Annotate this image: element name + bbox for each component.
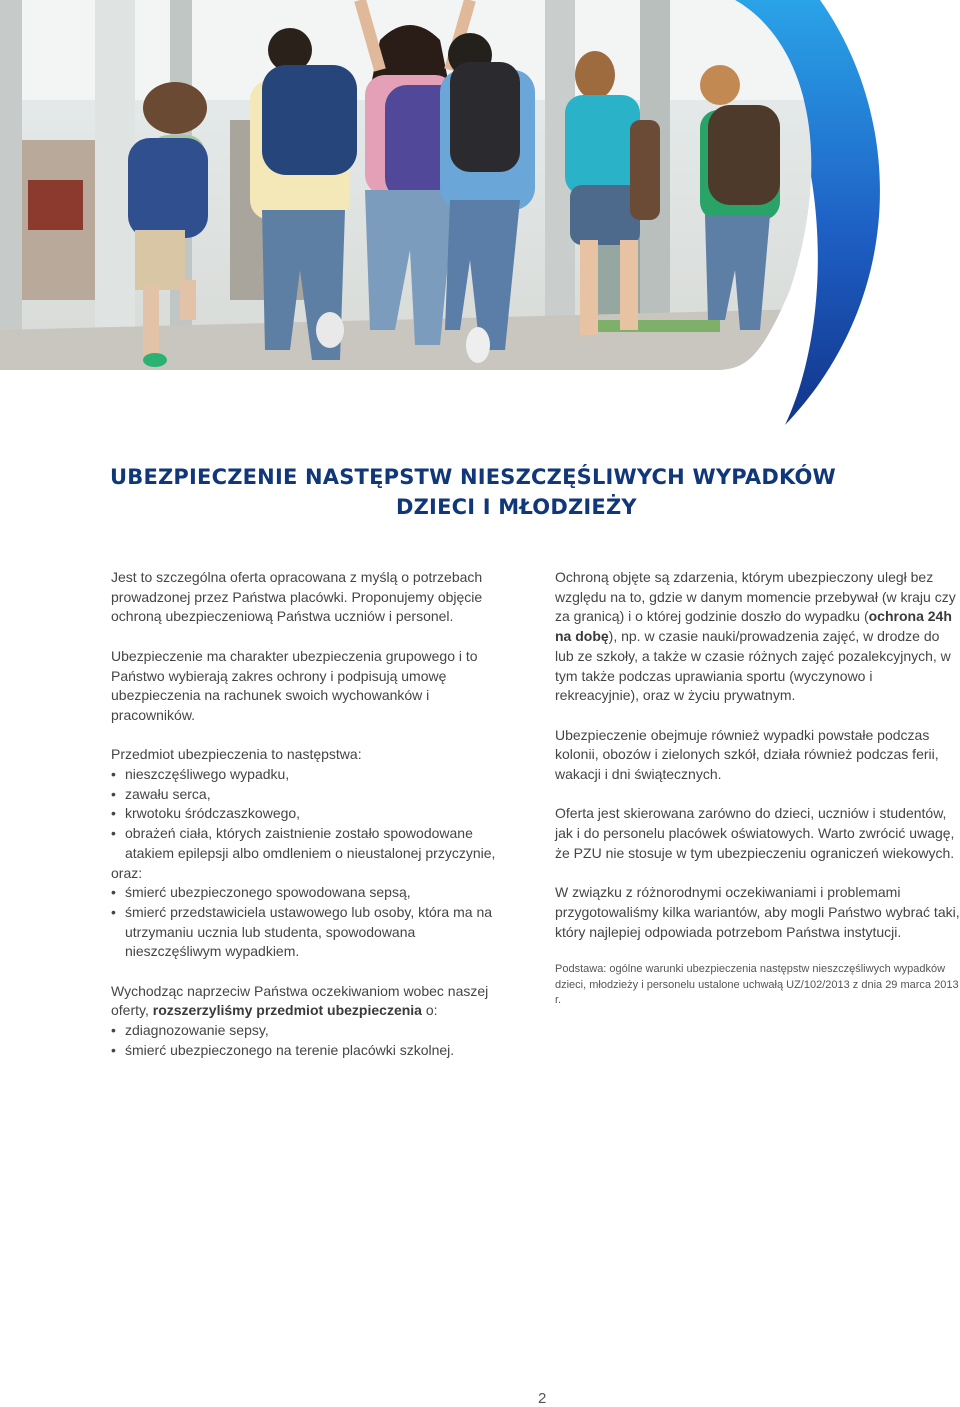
list-item: • zawału serca,: [111, 785, 511, 805]
hero-illustration: [0, 0, 960, 430]
page-title-line1: UBEZPIECZENIE NASTĘPSTW NIESZCZĘŚLIWYCH WYPADKÓW: [110, 465, 836, 489]
list-item: • krwotoku śródczaszkowego,: [111, 804, 511, 824]
variants-paragraph: W związku z różnorodnymi oczekiwaniami i problemami przygotowaliśmy kilka wariantów, aby mogli Państwo wybrać taki, który najlepiej odpowiada potrzebom Państwa instytucji.: [555, 884, 960, 940]
coverage-text-after: ), np. w czasie nauki/prowadzenia zajęć, w drodze do lub ze szkoły, a także w czasie różnych zajęć pozalekcyjnych, w tym także podczas uprawiania sportu (wyczynowo i rekreacyjnie), oraz w życiu prywatnym.: [555, 628, 951, 704]
extension-text-bold: rozszerzyliśmy przedmiot ubezpieczenia: [152, 1002, 422, 1019]
extension-text-after: o:: [421, 1002, 438, 1019]
subject-list: [111, 765, 511, 864]
audience-paragraph: Oferta jest skierowana zarówno do dzieci, uczniów i studentów, jak i do personelu placówek oświatowych. Warto zwrócić uwagę, że PZU nie stosuje w tym ubezpieczeniu ograniczeń wiekowych.: [555, 805, 955, 861]
page-title: [110, 462, 870, 522]
right-column: [555, 568, 960, 1009]
page-title-line2: DZIECI I MŁODZIEŻY: [396, 495, 637, 519]
list-item: • obrażeń ciała, których zaistnienie zostało spowodowane atakiem epilepsji albo omdleniem o nieustalonej przyczynie,: [111, 824, 511, 863]
extension-section: [111, 982, 511, 1061]
additional-list: [111, 883, 511, 962]
camps-paragraph: Ubezpieczenie obejmuje również wypadki powstałe podczas kolonii, obozów i zielonych szkół, działa również podczas ferii, wakacji i dni świątecznych.: [555, 726, 939, 783]
list-item: • śmierć ubezpieczonego spowodowana sepsą,: [111, 883, 511, 903]
coverage-text-bold: ochrona 24h na dobę: [555, 608, 952, 645]
coverage-paragraph: [555, 568, 960, 706]
page-number: 2: [538, 1390, 547, 1407]
extension-text-before: Wychodząc naprzeciw Państwa oczekiwaniom wobec naszej oferty,: [111, 982, 489, 1019]
list-item: • śmierć ubezpieczonego na terenie placówki szkolnej.: [111, 1041, 511, 1061]
group-insurance-paragraph: Ubezpieczenie ma charakter ubezpieczenia grupowego i to Państwo wybierają zakres ochrony i podpisują umowę ubezpieczenia na rachunek swoich wychowanków i pracowników.: [111, 647, 478, 723]
subject-intro: Przedmiot ubezpieczenia to następstwa:: [111, 746, 362, 763]
hero-photo: [0, 0, 960, 430]
list-item: • śmierć przedstawiciela ustawowego lub osoby, która ma na utrzymaniu ucznia lub studenta, spowodowana nieszczęśliwym wypadkiem.: [111, 903, 511, 962]
legal-footnote: Podstawa: ogólne warunki ubezpieczenia następstw nieszczęśliwych wypadków dzieci, młodzieży i personelu ustalone uchwałą UZ/102/2013 z dnia 29 marca 2013 r.: [555, 963, 959, 1007]
subject-section: [111, 745, 511, 962]
list-item: • nieszczęśliwego wypadku,: [111, 765, 511, 785]
coverage-text-before: Ochroną objęte są zdarzenia, którym ubezpieczony uległ bez względu na to, gdzie w danym momencie przebywał (w kraju czy za granicą) i o której godzinie doszło do wypadku (: [555, 569, 956, 625]
intro-paragraph: Jest to szczególna oferta opracowana z myślą o potrzebach prowadzonej przez Państwa placówki. Proponujemy objęcie ochroną ubezpieczeniową Państwa uczniów i personel.: [111, 569, 483, 625]
list-item: • zdiagnozowanie sepsy,: [111, 1021, 511, 1041]
oraz-label: oraz:: [111, 864, 143, 881]
left-column: [111, 568, 511, 1061]
extension-list: [111, 1021, 511, 1060]
